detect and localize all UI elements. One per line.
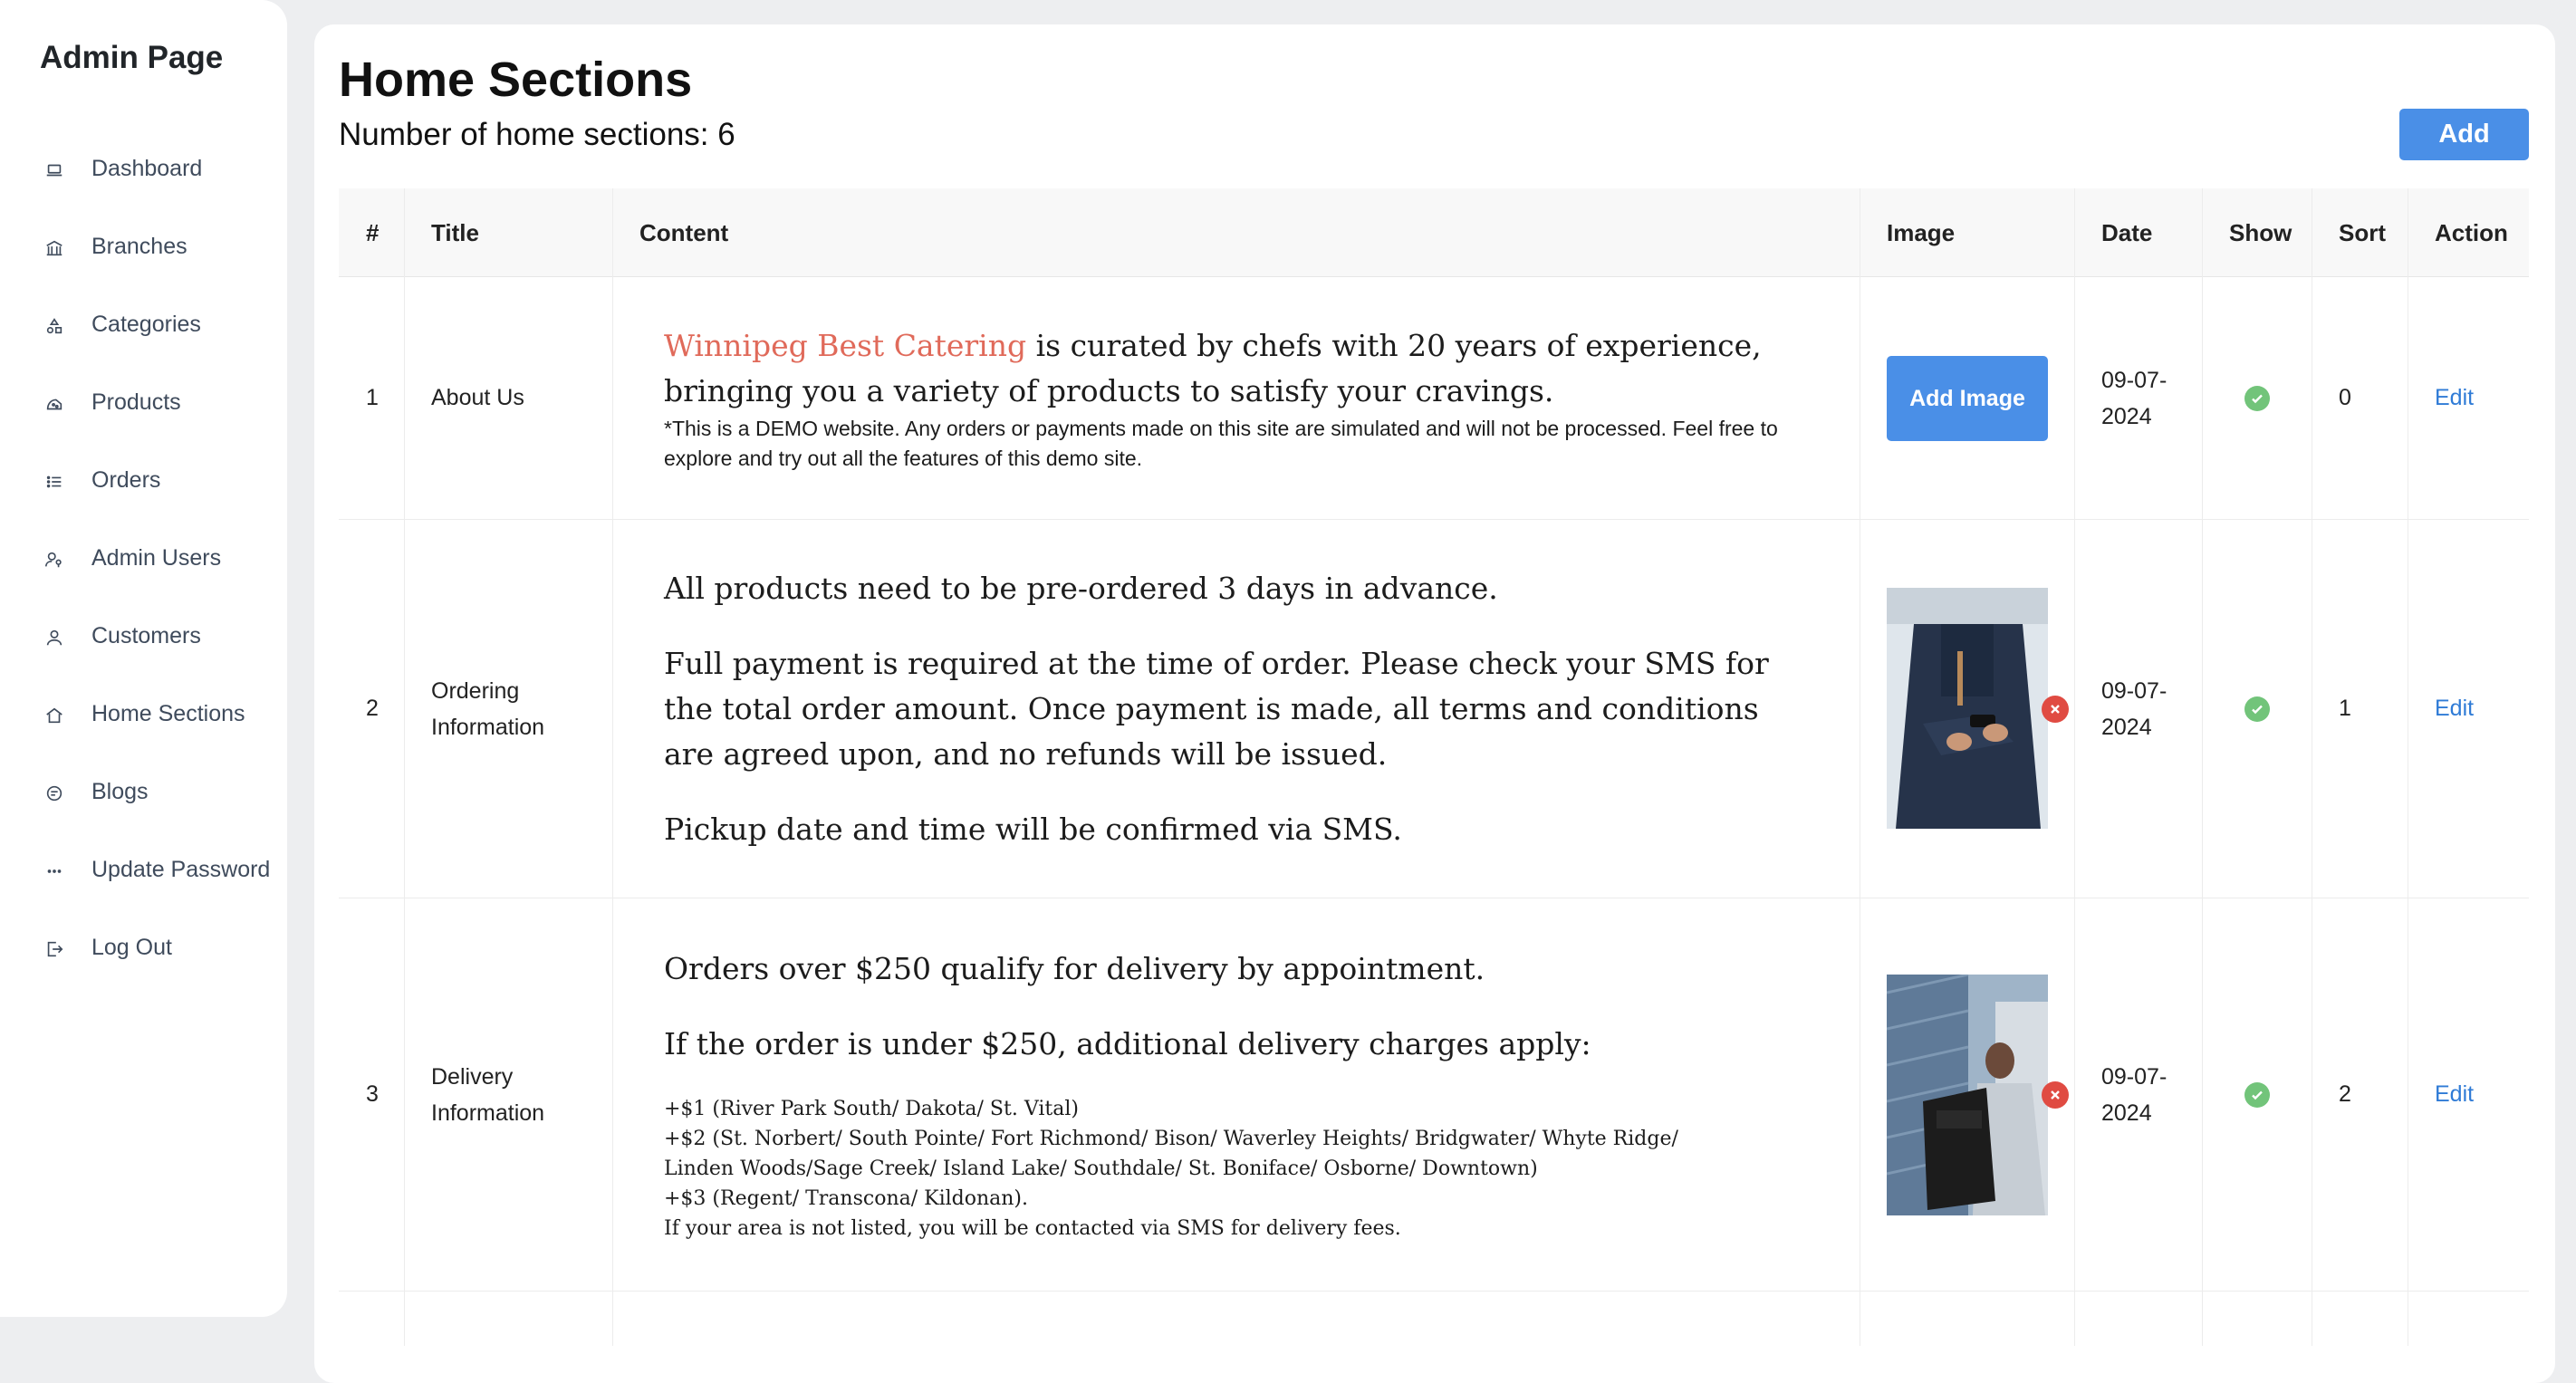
check-circle-icon[interactable] — [2244, 386, 2270, 411]
cookie-icon — [43, 393, 65, 415]
column-header-index[interactable]: # — [339, 188, 405, 277]
sidebar-item-blogs[interactable] — [0, 768, 287, 819]
row-sort: 1 — [2312, 520, 2408, 898]
row-sort: 2 — [2312, 898, 2408, 1291]
sidebar-item-label: Products — [91, 389, 181, 415]
building-icon — [43, 237, 65, 259]
content-paragraph: Full payment is required at the time of order. Please check your SMS for the total order amount. Once payment is made, all terms and conditions are agreed upon, and no refunds will be issued. — [664, 645, 1769, 772]
check-circle-icon[interactable] — [2244, 696, 2270, 722]
table-row — [339, 898, 2529, 1292]
edit-link[interactable]: Edit — [2435, 385, 2475, 410]
row-image-cell — [1860, 1292, 2075, 1346]
row-content — [613, 1292, 1860, 1346]
brand-title: Admin Page — [40, 40, 224, 75]
table-row — [339, 1292, 2529, 1346]
page-title: Home Sections — [339, 53, 693, 107]
sidebar-item-branches[interactable] — [0, 223, 287, 274]
add-section-button[interactable]: Add — [2399, 109, 2529, 160]
row-content — [613, 520, 1860, 898]
table-header — [339, 188, 2529, 277]
column-header-sort[interactable]: Sort — [2312, 188, 2408, 277]
sidebar-item-update-password[interactable] — [0, 846, 287, 897]
row-image-cell — [1860, 277, 2075, 519]
content-paragraph: Pickup date and time will be confirmed via SMS. — [664, 811, 1402, 847]
column-header-date[interactable]: Date — [2075, 188, 2203, 277]
sidebar-item-orders[interactable] — [0, 456, 287, 507]
section-image-thumbnail[interactable] — [1887, 588, 2048, 829]
shapes-icon — [43, 315, 65, 337]
sidebar-item-admin-users[interactable] — [0, 534, 287, 585]
content-line: If your area is not listed, you will be contacted via SMS for delivery fees. — [664, 1216, 1401, 1240]
remove-image-icon[interactable] — [2042, 696, 2069, 723]
row-content — [613, 277, 1860, 519]
logout-icon — [43, 938, 65, 960]
row-date: 09-07-2024 — [2075, 898, 2203, 1291]
row-title: About Us — [405, 277, 613, 519]
sidebar-item-label: Log Out — [91, 935, 172, 960]
content-line: +$1 (River Park South/ Dakota/ St. Vital) — [664, 1097, 1079, 1120]
edit-link[interactable]: Edit — [2435, 1081, 2475, 1107]
person-phone-photo — [1887, 588, 2048, 829]
row-action — [2408, 520, 2529, 898]
column-header-show[interactable]: Show — [2203, 188, 2312, 277]
sidebar-item-label: Categories — [91, 312, 201, 337]
sidebar-item-label: Customers — [91, 623, 201, 648]
row-action — [2408, 1292, 2529, 1346]
blog-icon — [43, 783, 65, 804]
column-header-content[interactable]: Content — [613, 188, 1860, 277]
section-count: Number of home sections: 6 — [339, 117, 735, 152]
edit-link[interactable]: Edit — [2435, 696, 2475, 721]
sidebar-item-customers[interactable] — [0, 612, 287, 663]
row-title — [405, 1292, 613, 1346]
row-index: 1 — [339, 277, 405, 519]
row-date: 09-07-2024 — [2075, 277, 2203, 519]
row-index — [339, 1292, 405, 1346]
row-index: 2 — [339, 520, 405, 898]
sidebar-item-label: Orders — [91, 467, 161, 493]
row-date — [2075, 1292, 2203, 1346]
row-sort: 0 — [2312, 277, 2408, 519]
table-row — [339, 277, 2529, 520]
password-icon — [43, 860, 65, 882]
check-circle-icon[interactable] — [2244, 1082, 2270, 1108]
sidebar-item-home-sections[interactable] — [0, 690, 287, 741]
remove-image-icon[interactable] — [2042, 1081, 2069, 1109]
sidebar-item-label: Admin Users — [91, 545, 222, 571]
row-show — [2203, 1292, 2312, 1346]
table-row — [339, 520, 2529, 898]
column-header-image[interactable]: Image — [1860, 188, 2075, 277]
sidebar-item-dashboard[interactable] — [0, 145, 287, 196]
demo-note: *This is a DEMO website. Any orders or payments made on this site are simulated and will not be processed. Feel free to explore and try out all the features of this demo site. — [664, 416, 1778, 470]
sidebar — [0, 0, 287, 1317]
user-icon — [43, 627, 65, 648]
laptop-icon — [43, 159, 65, 181]
home-icon — [43, 705, 65, 726]
row-show — [2203, 520, 2312, 898]
content-line: +$2 (St. Norbert/ South Pointe/ Fort Richmond/ Bison/ Waverley Heights/ Bridgwater/ Whyte Ridge/ Linden Woods/Sage Creek/ Island Lake/ Southdale/ St. Boniface/ Osborne/ Downtown) — [664, 1127, 1678, 1180]
row-action — [2408, 898, 2529, 1291]
row-show — [2203, 277, 2312, 519]
section-image-thumbnail[interactable] — [1887, 975, 2048, 1215]
row-date: 09-07-2024 — [2075, 520, 2203, 898]
sidebar-item-label: Dashboard — [91, 156, 203, 181]
sidebar-item-label: Update Password — [91, 857, 271, 882]
column-header-title[interactable]: Title — [405, 188, 613, 277]
row-title: Ordering Information — [405, 520, 613, 898]
content-paragraph: Orders over $250 qualify for delivery by appointment. — [664, 950, 1485, 986]
column-header-action[interactable]: Action — [2435, 218, 2508, 246]
content-text: is curated by chefs with 20 years of experience, bringing you a variety of products to satisfy your cravings. — [664, 327, 1762, 408]
sidebar-item-label: Home Sections — [91, 701, 245, 726]
sidebar-item-label: Branches — [91, 234, 187, 259]
row-title: Delivery Information — [405, 898, 613, 1291]
content-paragraph: All products need to be pre-ordered 3 days in advance. — [664, 570, 1498, 606]
row-action — [2408, 277, 2529, 519]
content-highlight: Winnipeg Best Catering — [664, 327, 1027, 363]
add-image-button[interactable]: Add Image — [1887, 356, 2048, 441]
row-sort — [2312, 1292, 2408, 1346]
sidebar-item-products[interactable] — [0, 379, 287, 429]
content-line: +$3 (Regent/ Transcona/ Kildonan). — [664, 1186, 1028, 1210]
main-panel — [314, 24, 2555, 1383]
user-key-icon — [43, 549, 65, 571]
row-index: 3 — [339, 898, 405, 1291]
list-icon — [43, 471, 65, 493]
row-content — [613, 898, 1860, 1291]
row-show — [2203, 898, 2312, 1291]
person-backpack-photo — [1887, 975, 2048, 1215]
content-paragraph — [664, 323, 1805, 414]
sidebar-item-categories[interactable] — [0, 301, 287, 351]
sidebar-item-label: Blogs — [91, 779, 149, 804]
row-image-cell — [1860, 898, 2075, 1291]
content-paragraph: If the order is under $250, additional delivery charges apply: — [664, 1025, 1591, 1061]
sidebar-item-log-out[interactable] — [0, 924, 287, 975]
row-image-cell — [1860, 520, 2075, 898]
